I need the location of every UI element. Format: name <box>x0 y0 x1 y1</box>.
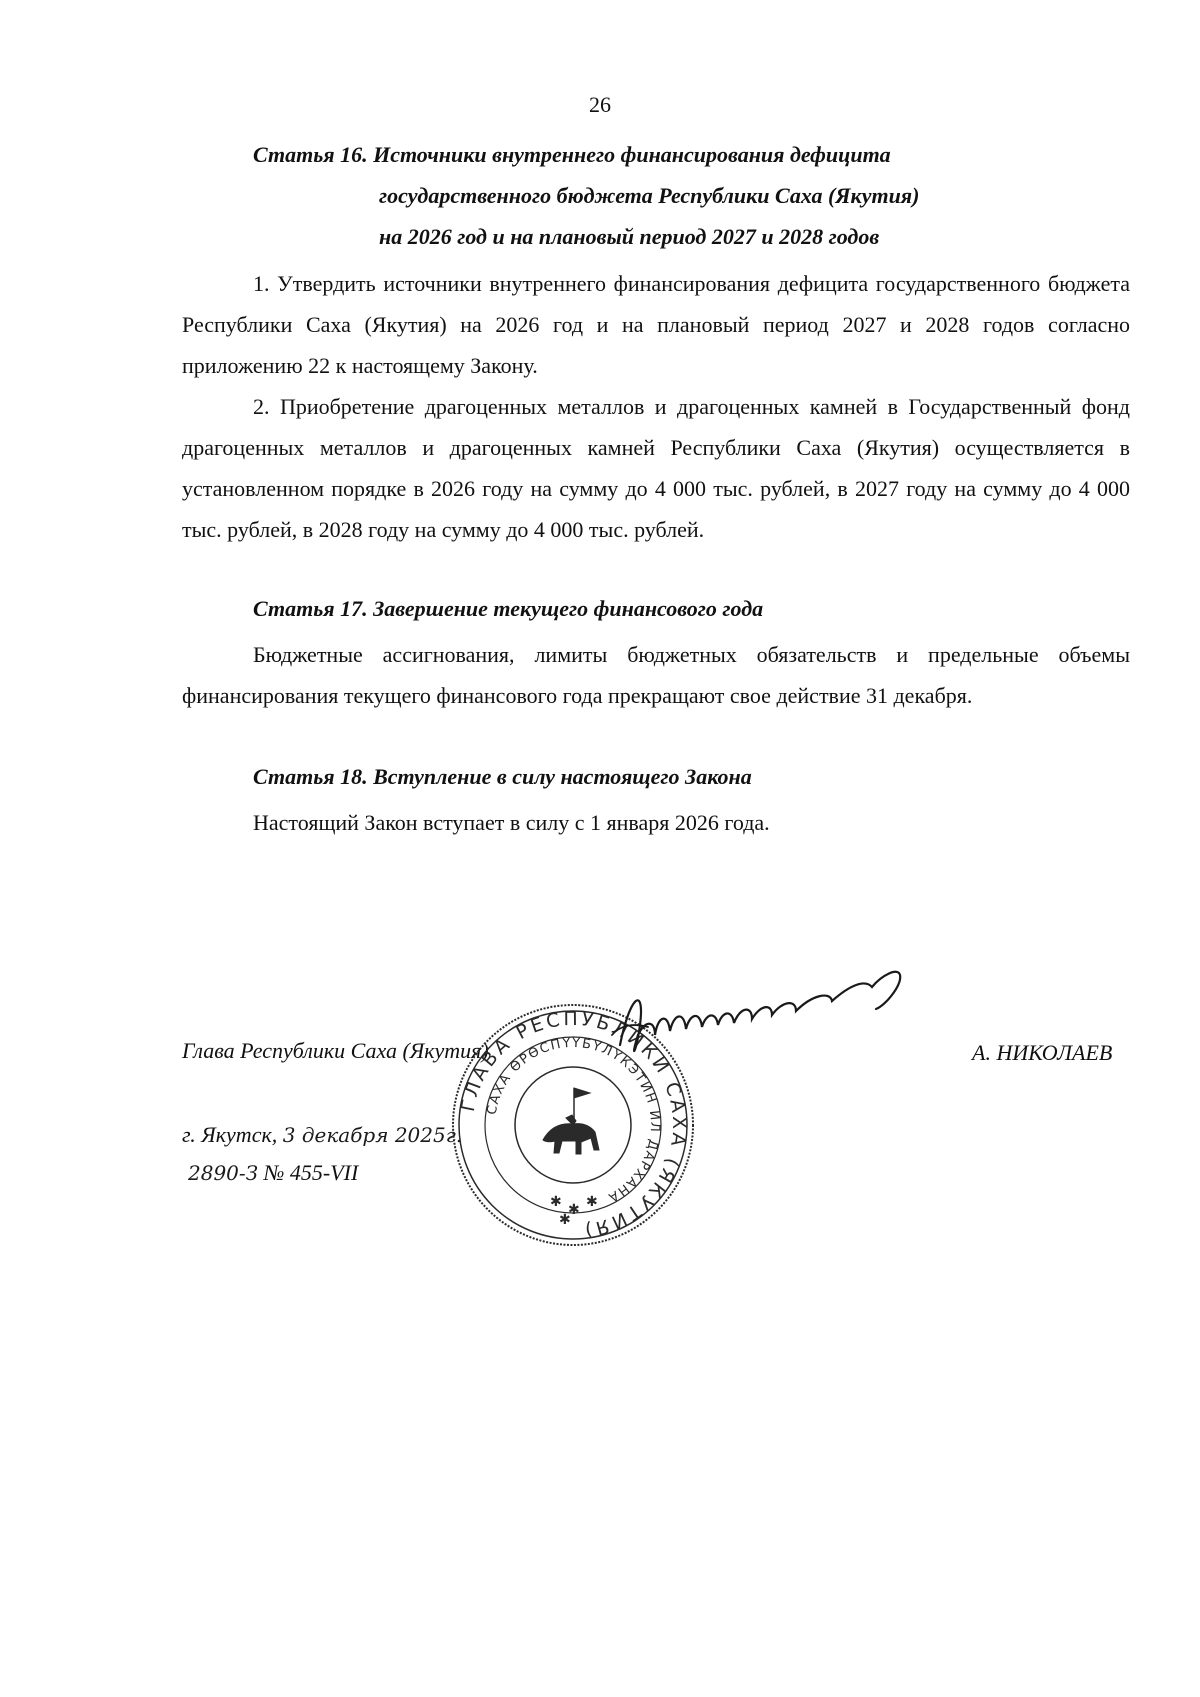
page-number: 26 <box>589 92 611 117</box>
city-prefix: г. Якутск, <box>182 1122 278 1147</box>
handwritten-number: 2890-З <box>188 1161 259 1185</box>
stamp-inner-text: САХА ӨРӨСПҮҮБҮЛҮКЭТИН ИЛ ДАРХАНА <box>484 1035 663 1206</box>
signatory-title: Глава Республики Саха (Якутия) <box>182 1038 489 1063</box>
article-17-heading: Статья 17. Завершение текущего финансового года <box>253 596 764 621</box>
article-16-paragraph-1: 1. Утвердить источники внутреннего финансирования дефицита государственного бюджета Республики Саха (Якутия) на 2026 год и на плановый период 2027 и 2028 годов согласно приложению 22 к настоящему Закону. <box>182 271 1130 378</box>
printed-law-number: № 455-VII <box>263 1160 359 1185</box>
article-16-paragraph-2: 2. Приобретение драгоценных металлов и драгоценных камней в Государственный фонд драгоценных металлов и драгоценных камней Республики Саха (Якутия) осуществляется в установленном порядке в 2026 году на сумму до 4 000 тыс. рублей, в 2027 году на сумму до 4 000 тыс. рублей, в 2028 году на сумму до 4 000 тыс. рублей. <box>182 394 1130 542</box>
article-17-paragraph: Бюджетные ассигнования, лимиты бюджетных обязательств и предельные объемы финансирования текущего финансового года прекращают свое действие 31 декабря. <box>182 642 1130 708</box>
svg-text:✱: ✱ <box>559 1212 571 1228</box>
article-18-paragraph: Настоящий Закон вступает в силу с 1 января 2026 года. <box>253 810 770 835</box>
signatory-name: А. НИКОЛАЕВ <box>972 1040 1113 1065</box>
stamp-outer-text: ГЛАВА РЕСПУБЛИКИ САХА (ЯКУТИЯ) <box>456 1007 691 1242</box>
svg-text:✱: ✱ <box>550 1194 562 1210</box>
handwritten-date: 3 декабря 2025г. <box>282 1123 463 1147</box>
article-16-heading-line-2: государственного бюджета Республики Саха (Якутия) <box>379 183 920 208</box>
stamp-emblem-icon <box>543 1088 599 1154</box>
law-number-line <box>188 1160 358 1186</box>
svg-text:✱: ✱ <box>568 1202 580 1218</box>
article-16-heading-line-1: Статья 16. Источники внутреннего финансирования дефицита <box>253 142 891 167</box>
article-16-heading-line-3: на 2026 год и на плановый период 2027 и 2028 годов <box>379 224 880 249</box>
svg-text:✱: ✱ <box>586 1194 598 1210</box>
place-date-line <box>182 1122 462 1148</box>
article-18-heading: Статья 18. Вступление в силу настоящего Закона <box>253 764 752 789</box>
handwritten-signature <box>600 965 940 1075</box>
